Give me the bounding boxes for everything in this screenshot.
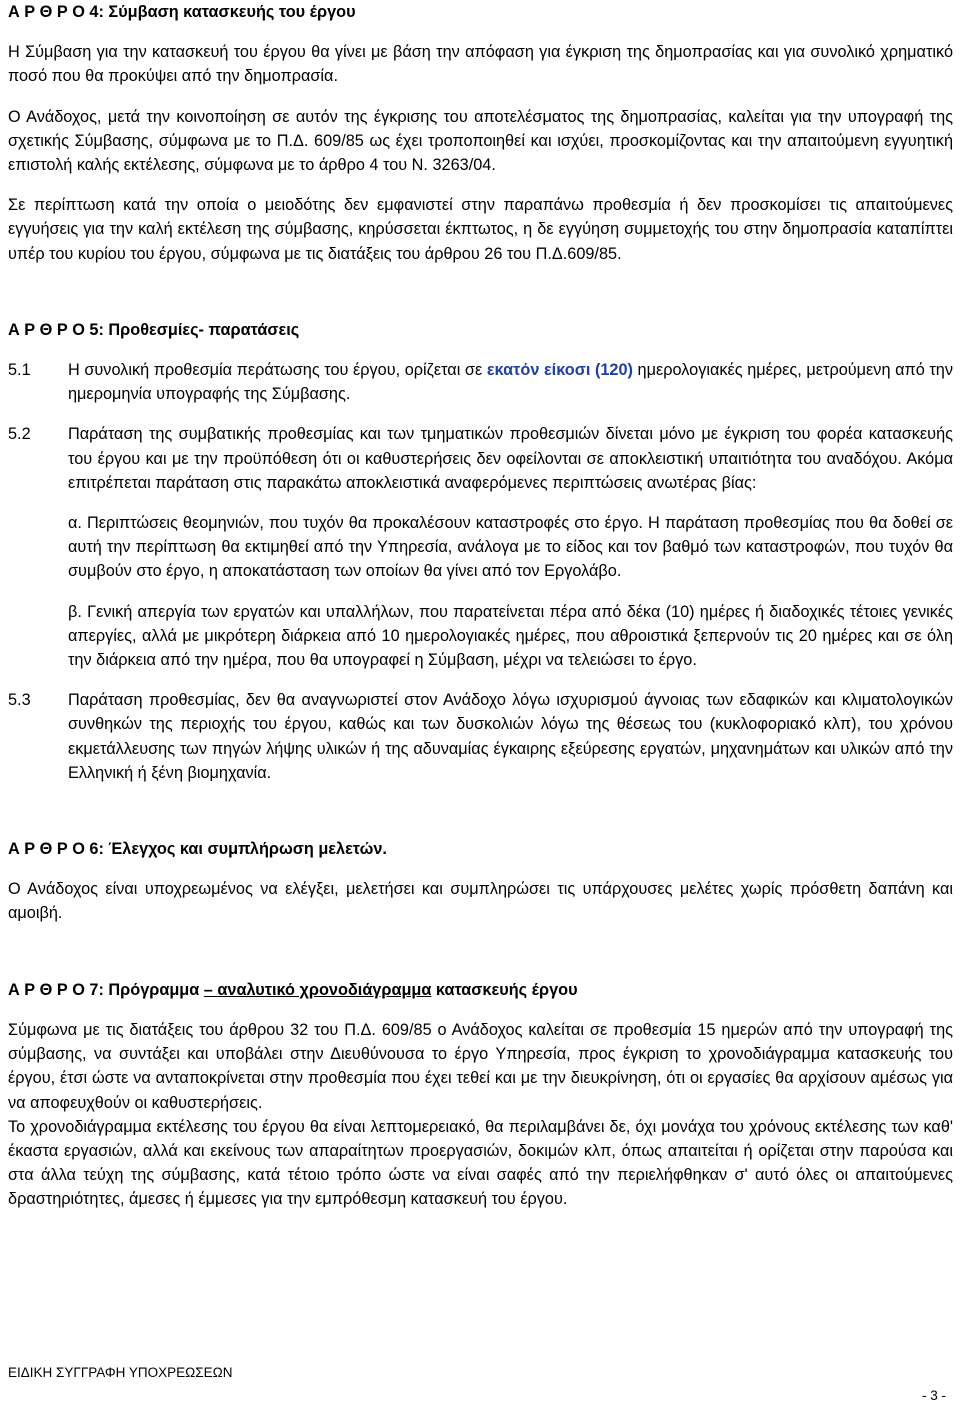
article-7-paragraph-2: Το χρονοδιάγραμμα εκτέλεσης του έργου θα είναι λεπτομερειακό, θα περιλαμβάνει δε, όχι μονάχα του χρόνους εκτέλεσης των καθ' έκαστα εργασιών, αλλά και εκείνους των απαραίτητων προεργασιών, δοκιμών κλπ, όπως απαιτείται ή ορίζεται στην παρούσα και στα άλλα τεύχη της σύμβασης, κατά τέτοιο τρόπο ώστε να είναι σαφές από την περιελήφθηκαν σ' αυτό όλες οι απαιτούμενες δραστηριότητες, άμεσες ή έμμεσες για την εμπρόθεσμη κατασκευή του έργου. xyxy=(8,1117,953,1209)
article-6-paragraph-1: Ο Ανάδοχος είναι υποχρεωμένος να ελέγξει, μελετήσει και συμπληρώσει τις υπάρχουσες μελέτες χωρίς πρόσθετη δαπάνη και αμοιβή. xyxy=(8,880,953,923)
article-5-title: Α Ρ Θ Ρ Ο 5: Προθεσμίες- παρατάσεις xyxy=(8,320,300,339)
section-5-2-item-b: β. Γενική απεργία των εργατών και υπαλλήλων, που παρατείνεται πέρα από δέκα (10) ημέρες ή διαδοχικές τέτοιες γενικές απεργίες, αλλά με μικρότερη διάρκεια από 10 ημερολογιακές ημέρες, που αθροιστικά ξεπερνούν τις 20 ημέρες και σε όλη την διάρκεια από την ημέρα, που θα υπογραφεί η Σύμβαση, μέχρι να τελειώσει το έργο. xyxy=(68,602,953,670)
section-5-2 xyxy=(8,422,953,495)
article-4-paragraph-1: Η Σύμβαση για την κατασκευή του έργου θα γίνει με βάση την απόφαση για έγκριση της δημοπρασίας και για συνολικό χρηματικό ποσό που θα προκύψει από την δημοπρασία. xyxy=(8,43,953,86)
article-4-paragraph-3: Σε περίπτωση κατά την οποία ο μειοδότης δεν εμφανιστεί στην παραπάνω προθεσμία ή δεν προσκομίσει τις απαιτούμενες εγγυήσεις για την καλή εκτέλεση της σύμβασης, κηρύσσεται έκπτωτος, η δε εγγύηση συμμετοχής του στην δημοπρασία καταπίπτει υπέρ του κυρίου του έργου, σύμφωνα με τις διατάξεις του άρθρου 26 του Π.Δ.609/85. xyxy=(8,196,953,263)
section-5-3-text: Παράταση προθεσμίας, δεν θα αναγνωριστεί στον Ανάδοχο λόγω ισχυρισμού άγνοιας των εδαφικών και κλιματολογικών συνθηκών της περιοχής του έργου, καθώς και των δυσκολιών λόγω της θέσεως του (κυκλοφοριακό κλπ), του χρόνου εκμετάλλευσης των πηγών λήψης υλικών ή της αδυναμίας έγκαιρης εξεύρεσης εργατών, μηχανημάτων και υλικών από την Ελληνική ή ξένη βιομηχανία. xyxy=(68,691,953,782)
section-5-1-text: Η συνολική προθεσμία περάτωσης του έργου, ορίζεται σε εκατόν είκοσι (120) ημερολογιακές ημέρες, μετρούμενη από την ημερομηνία υπογραφής της Σύμβασης. xyxy=(68,361,953,404)
article-7-paragraph-1: Σύμφωνα με τις διατάξεις του άρθρου 32 του Π.Δ. 609/85 ο Ανάδοχος καλείται σε προθεσμία 15 ημερών από την υπογραφή της σύμβασης, να συντάξει και υποβάλει στην Διευθύνουσα το έργο Υπηρεσία, προς έγκριση το χρονοδιάγραμμα κατασκευής του έργου, έτσι ώστε να ανταποκρίνεται στην προθεσμία που έχει τεθεί και με την διευκρίνηση, ότι οι εργασίες θα αρχίσουν αμέσως για να αποφευχθούν οι καθυστερήσεις. xyxy=(8,1020,953,1112)
section-number: 5.3 xyxy=(8,691,31,710)
section-5-2-item-a: α. Περιπτώσεις θεομηνιών, που τυχόν θα προκαλέσουν καταστροφές στο έργο. Η παράταση προθεσμίας που θα δοθεί σε αυτή την περίπτωση θα εκτιμηθεί από την Υπηρεσία, ανάλογα με το είδος και τον βαθμό των καταστροφών, που τυχόν θα συμβούν στο έργο, η αποκατάσταση των οποίων θα γίνει από τον Εργολάβο. xyxy=(68,514,953,581)
document-page xyxy=(8,0,953,1212)
section-5-2-text: Παράταση της συμβατικής προθεσμίας και των τμηματικών προθεσμιών δίνεται μόνο με έγκριση του φορέα κατασκευής του έργου και με την προϋπόθεση ότι οι καθυστερήσεις δεν οφείλονται σε αποκλειστική υπαιτιότητα του αναδόχου. Ακόμα επιτρέπεται παράταση στις παρακάτω αποκλειστικά αναφερόμενες περιπτώσεις ανωτέρας βίας: xyxy=(68,425,953,492)
footer-document-title: ΕΙΔΙΚΗ ΣΥΓΓΡΑΦΗ ΥΠΟΧΡΕΩΣΕΩΝ xyxy=(8,1365,233,1380)
section-number: 5.1 xyxy=(8,361,31,380)
article-4-title: Α Ρ Θ Ρ Ο 4: Σύμβαση κατασκευής του έργου xyxy=(8,3,356,21)
section-5-3 xyxy=(8,688,953,785)
article-6-title: Α Ρ Θ Ρ Ο 6: Έλεγχος και συμπλήρωση μελετών. xyxy=(8,840,387,859)
article-7-title: Α Ρ Θ Ρ Ο 7: Πρόγραμμα – αναλυτικό χρονοδιάγραμμα κατασκευής έργου xyxy=(8,980,578,999)
section-5-1 xyxy=(8,358,953,406)
article-4-paragraph-2: Ο Ανάδοχος, μετά την κοινοποίηση σε αυτόν της έγκρισης του αποτελέσματος της δημοπρασίας, καλείται για την υπογραφή της σχετικής Σύμβασης, σύμφωνα με το Π.Δ. 609/85 ως έχει τροποποιηθεί και ισχύει, προσκομίζοντας και την απαιτούμενη εγγυητική επιστολή καλής εκτέλεσης, σύμφωνα με το άρθρο 4 του Ν. 3263/04. xyxy=(8,107,953,175)
page-number: - 3 - xyxy=(921,1388,946,1403)
duration-highlight: εκατόν είκοσι (120) xyxy=(486,361,633,380)
section-number: 5.2 xyxy=(8,425,31,444)
title-underlined-part: – αναλυτικό χρονοδιάγραμμα xyxy=(203,980,432,999)
